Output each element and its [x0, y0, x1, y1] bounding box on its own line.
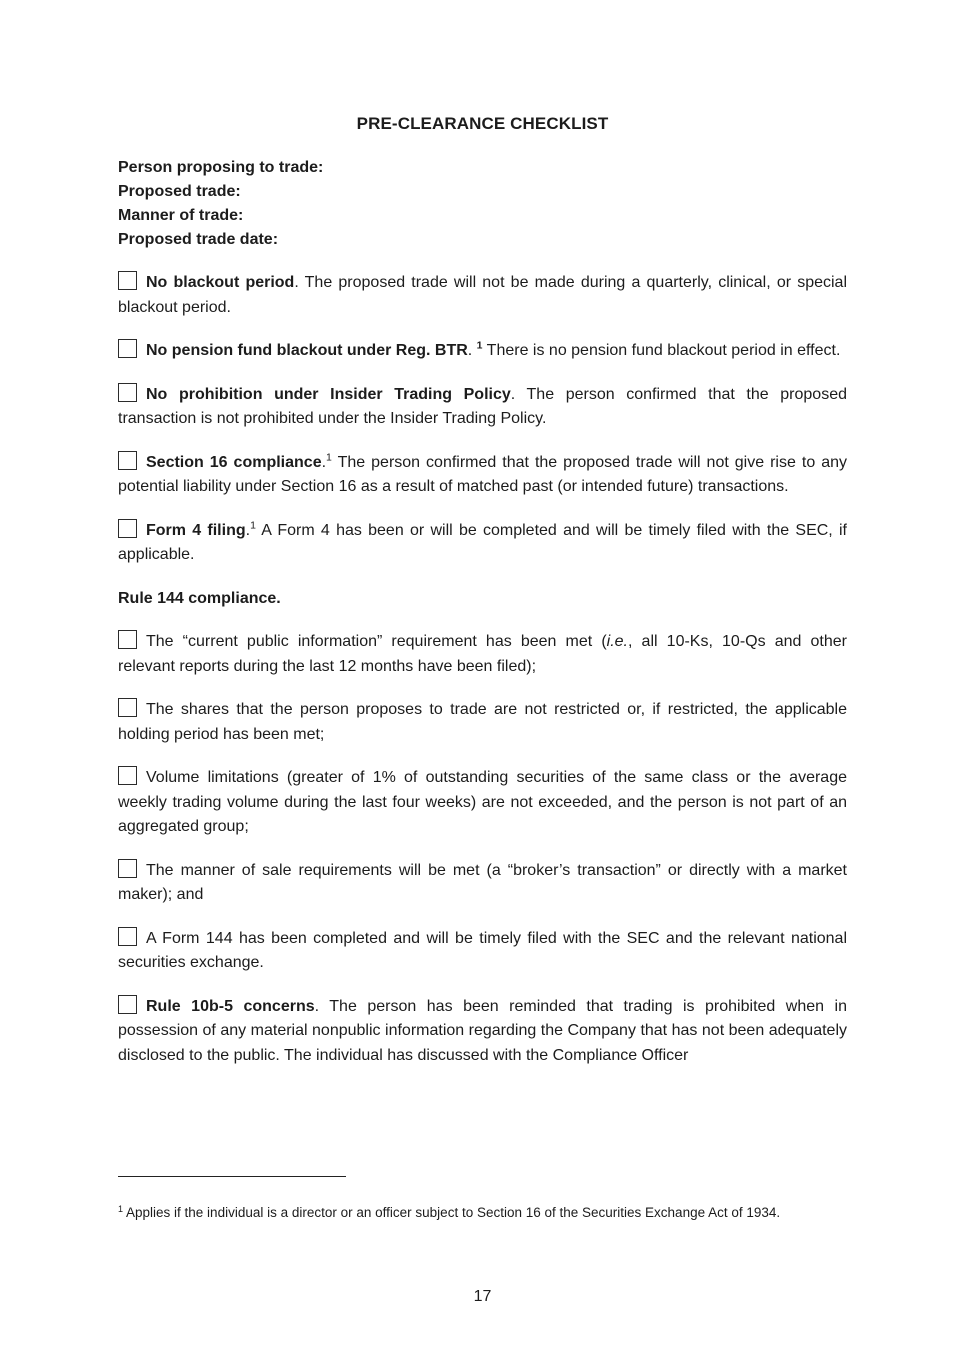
text-run: No prohibition under Insider Trading Policy	[146, 385, 511, 403]
checklist-item	[118, 383, 847, 432]
checkbox-icon[interactable]	[118, 271, 137, 290]
text-run: A Form 144 has been completed and will be timely filed with the SEC and the relevant national securities exchange.	[118, 929, 847, 971]
checklist-item	[118, 451, 847, 500]
checklist-item	[118, 766, 847, 840]
checklist-item	[118, 519, 847, 568]
text-run: Rule 10b-5 concerns	[146, 997, 315, 1015]
text-run: A Form 4 has been or will be completed and will be timely filed with the SEC, if applicable.	[118, 521, 848, 563]
checkbox-icon[interactable]	[118, 859, 137, 878]
footnote	[118, 1204, 848, 1222]
text-run: .	[467, 342, 477, 359]
checklist-item	[118, 698, 847, 747]
checklist-item	[118, 630, 847, 679]
text-run: . The person confirmed that the proposed transaction is not prohibited under the Insider Trading Policy.	[118, 385, 848, 427]
field-label: Proposed trade date:	[118, 231, 279, 248]
checkbox-icon[interactable]	[118, 339, 137, 358]
text-run: , all 10-Ks, 10-Qs and other relevant reports during the last 12 months have been filed);	[118, 633, 847, 675]
text-run: Volume limitations (greater of 1% of outstanding securities of the same class or the average weekly trading volume during the last four weeks) are not exceeded, and the person is not part of an aggregated group;	[118, 769, 847, 835]
text-run: No blackout period	[146, 274, 295, 291]
checkbox-icon[interactable]	[118, 766, 137, 785]
checklist-item	[118, 927, 847, 976]
field-label: Person proposing to trade:	[118, 159, 324, 176]
text-run: The person confirmed that the proposed trade will not give rise to any potential liability under Section 16 as a result of matched past (or intended future) transactions.	[118, 453, 847, 495]
trade-fields	[118, 156, 847, 252]
text-run: 1	[326, 451, 332, 464]
text-run: Rule 144 compliance.	[118, 589, 281, 607]
checklist-item	[118, 271, 847, 320]
text-run: .	[245, 521, 251, 539]
field-label: Proposed trade:	[118, 183, 241, 200]
text-run: Section 16 compliance	[146, 453, 322, 471]
text-run: The “current public information” requirement has been met (	[146, 633, 607, 650]
checkbox-icon[interactable]	[118, 995, 137, 1014]
text-run: . The person has been reminded that trading is prohibited when in possession of any material nonpublic information regarding the Company that has not been adequately disclosed to the public. The individual has discussed with the Compliance Officer	[118, 997, 848, 1064]
checkbox-icon[interactable]	[118, 698, 137, 717]
page-title: PRE-CLEARANCE CHECKLIST	[356, 114, 609, 133]
text-run: The shares that the person proposes to trade are not restricted or, if restricted, the applicable holding period has been met;	[118, 701, 847, 743]
checkbox-icon[interactable]	[118, 383, 137, 402]
footnote-separator	[118, 1176, 346, 1177]
field-label: Manner of trade:	[118, 207, 244, 224]
checklist-item	[118, 995, 847, 1069]
checklist-item	[118, 339, 847, 364]
text-run: i.e.	[606, 633, 628, 650]
section-heading	[118, 587, 847, 612]
text-run: .	[321, 453, 327, 471]
text-run: Form 4 filing	[146, 521, 246, 539]
text-run: 1	[250, 519, 256, 532]
text-run: No pension fund blackout under Reg. BTR	[146, 342, 468, 359]
checkbox-icon[interactable]	[118, 519, 137, 538]
checklist-item	[118, 859, 847, 908]
checkbox-icon[interactable]	[118, 630, 137, 649]
checkbox-icon[interactable]	[118, 927, 137, 946]
text-run: 1	[476, 339, 483, 352]
checkbox-icon[interactable]	[118, 451, 137, 470]
footnote-text: Applies if the individual is a director or an officer subject to Section 16 of the Securities Exchange Act of 1934.	[126, 1205, 781, 1220]
checklist	[118, 271, 847, 1068]
page-number: 17	[473, 1288, 492, 1305]
text-run: There is no pension fund blackout period in effect.	[482, 342, 841, 359]
text-run: . The proposed trade will not be made during a quarterly, clinical, or special blackout period.	[118, 274, 848, 316]
footnote-marker: 1	[118, 1203, 124, 1214]
text-run: The manner of sale requirements will be met (a “broker’s transaction” or directly with a market maker); and	[118, 861, 847, 903]
